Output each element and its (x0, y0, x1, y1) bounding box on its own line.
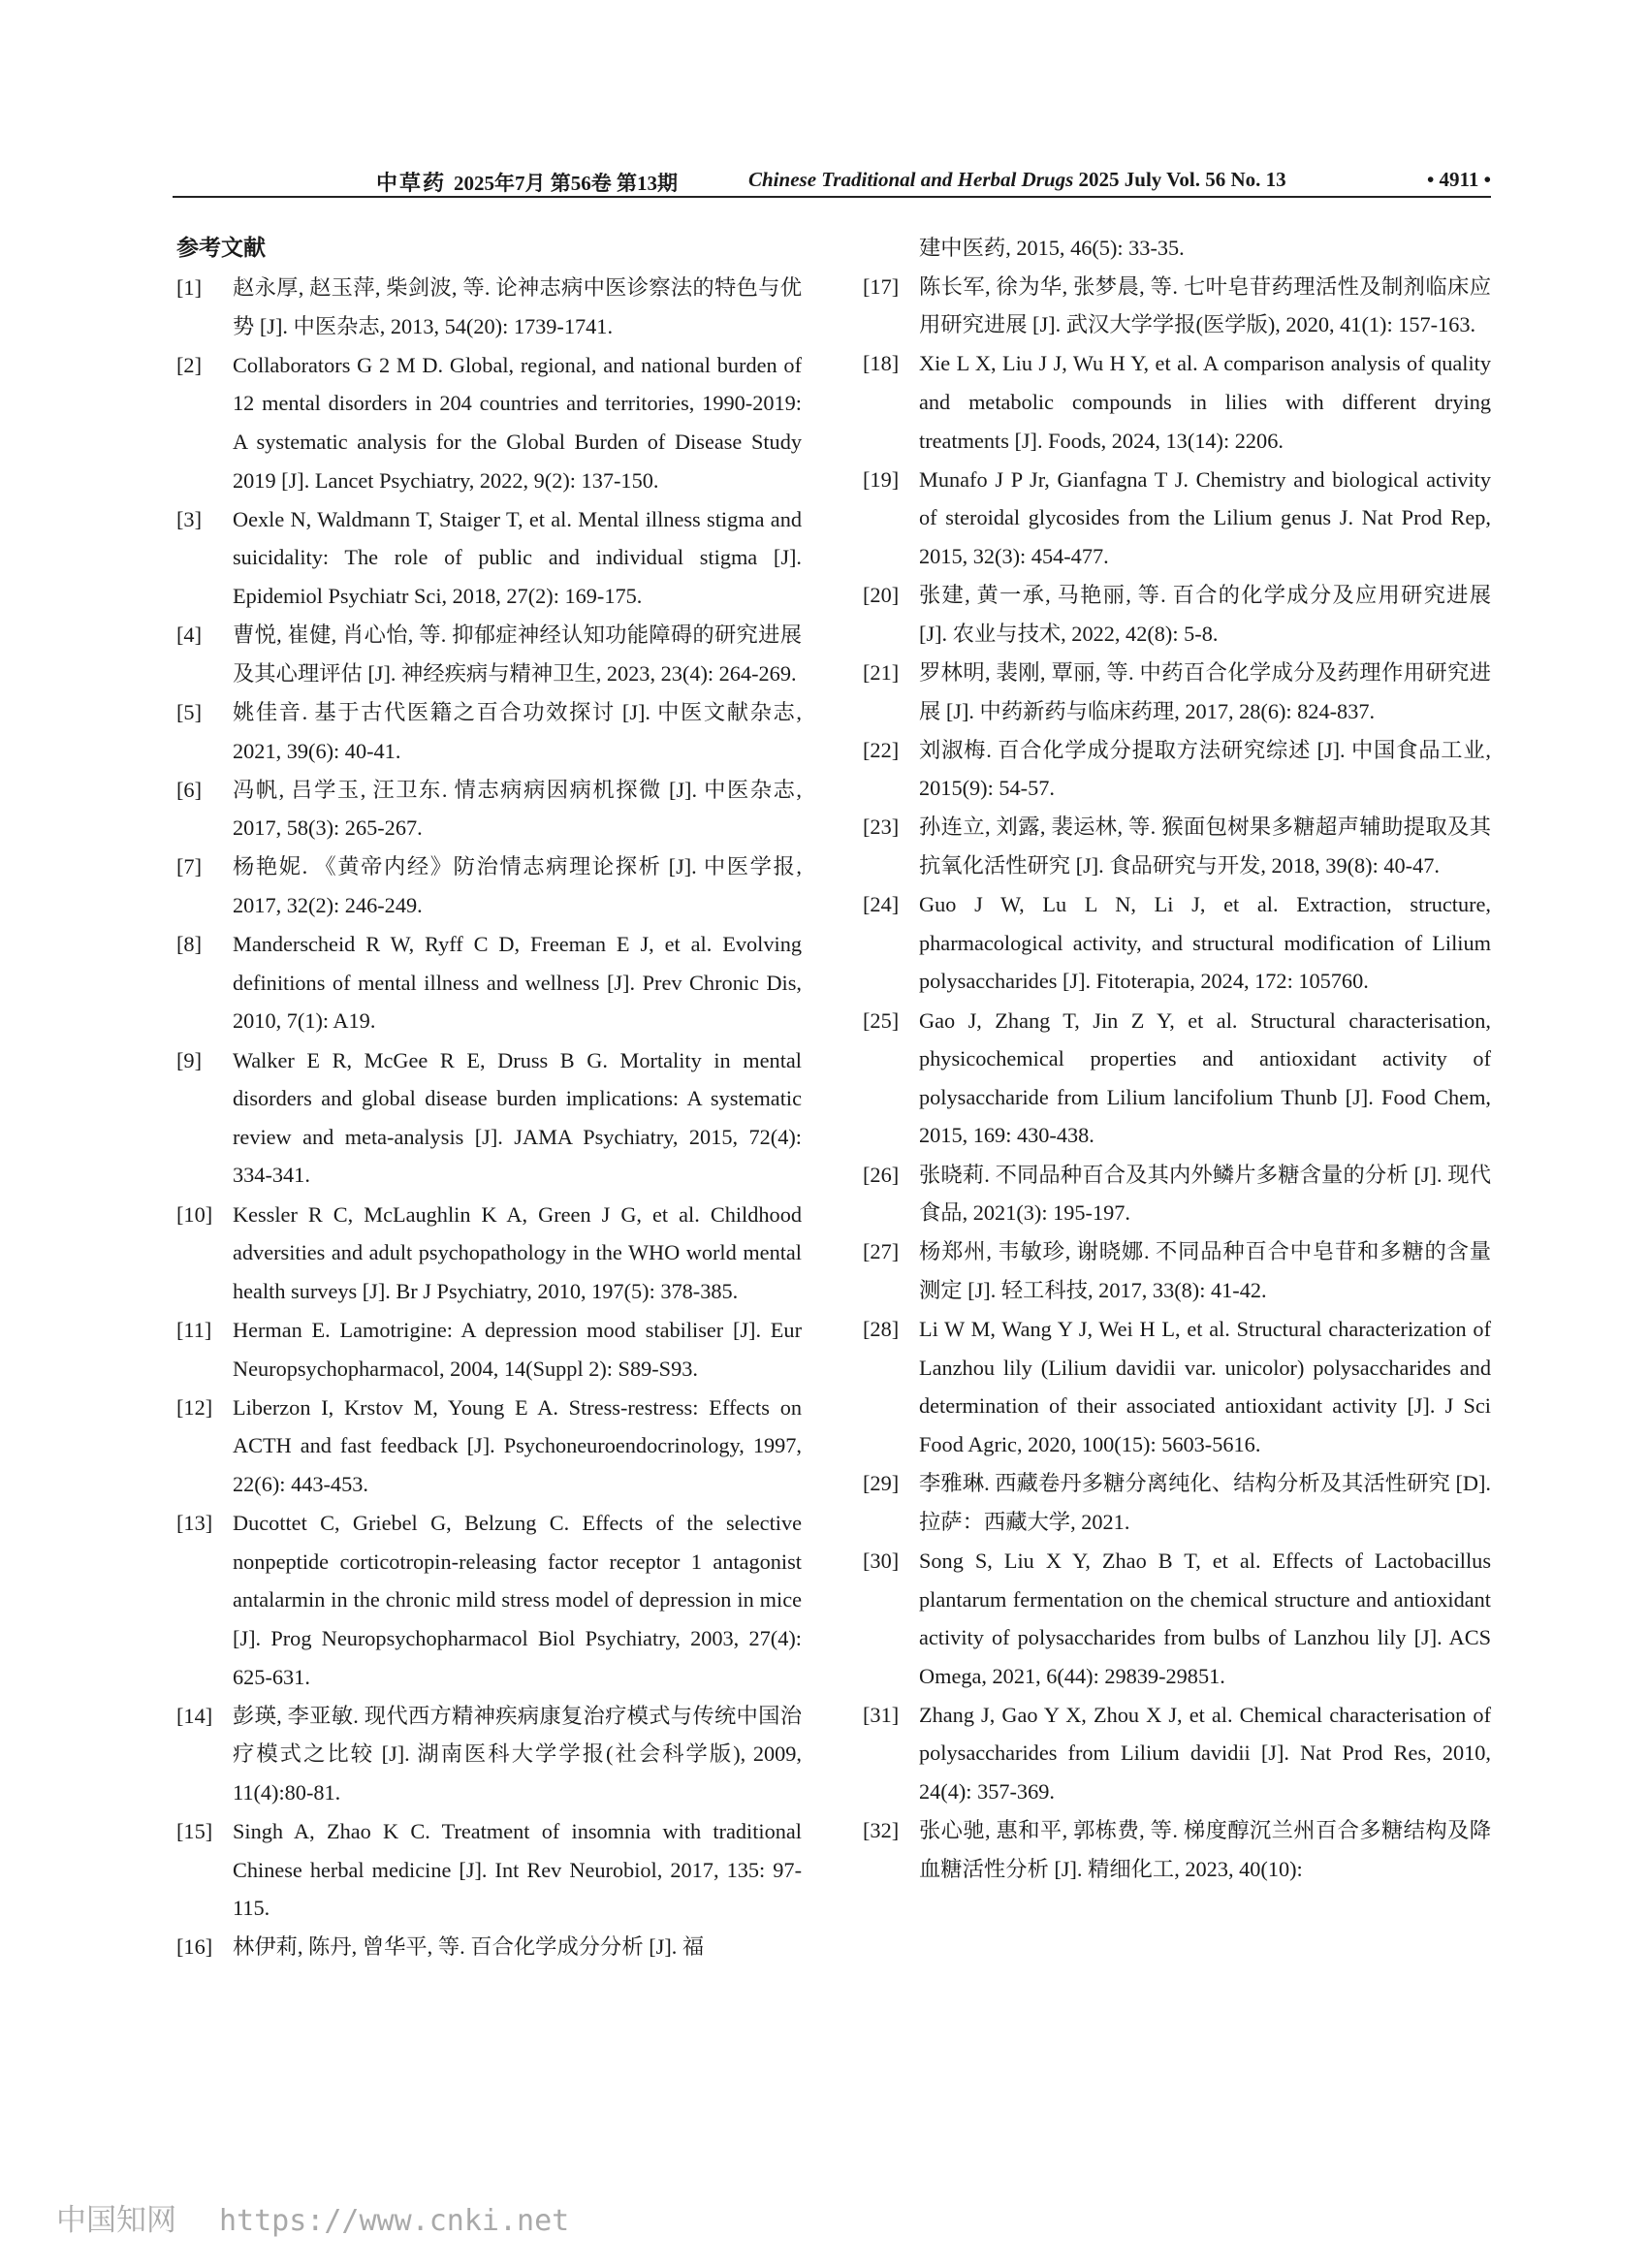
reference-text: 刘淑梅. 百合化学成分提取方法研究综述 [J]. 中国食品工业, 2015(9): 54-57. (919, 737, 1491, 801)
reference-text: 杨艳妮. 《黄帝内经》防治情志病理论探析 [J]. 中医学报, 2017, 32(2): 246-249. (233, 854, 802, 918)
reference-text: Song S, Liu X Y, Zhao B T, et al. Effects of Lactobacillus plantarum fermentation on the chemical structure and antioxidant activity of polysaccharides from bulbs of Lanzhou lily [J]. ACS Omega, 2021, 6(44): 29839-29851. (919, 1548, 1491, 1688)
reference-item (176, 1504, 802, 1696)
reference-number: [11] (176, 1317, 212, 1342)
reference-item (863, 1002, 1491, 1155)
reference-text: 彭瑛, 李亚敏. 现代西方精神疾病康复治疗模式与传统中国治疗模式之比较 [J]. 湖南医科大学学报(社会科学版), 2009, 11(4):80-81. (233, 1703, 802, 1805)
reference-text: 李雅琳. 西藏卷丹多糖分离纯化、结构分析及其活性研究 [D]. 拉萨：西藏大学, 2021. (919, 1471, 1491, 1534)
header-rule (173, 196, 1491, 198)
reference-item (176, 847, 802, 924)
reference-number: [27] (863, 1239, 900, 1264)
reference-number: [28] (863, 1317, 900, 1342)
reference-number: [24] (863, 892, 900, 917)
running-header (173, 165, 1491, 194)
reference-item (176, 1812, 802, 1928)
reference-item (176, 1928, 802, 1966)
reference-item (863, 461, 1491, 576)
reference-item (863, 268, 1491, 344)
reference-number: [20] (863, 583, 900, 608)
reference-item (863, 1232, 1491, 1309)
reference-text: Xie L X, Liu J J, Wu H Y, et al. A comparison analysis of quality and metabolic compounds in lilies with different drying treatments [J]. Foods, 2024, 13(14): 2206. (919, 351, 1491, 453)
reference-item (863, 808, 1491, 884)
reference-text: Singh A, Zhao K C. Treatment of insomnia with traditional Chinese herbal medicine [J]. Int Rev Neurobiol, 2017, 135: 97-115. (233, 1819, 802, 1921)
reference-text: Li W M, Wang Y J, Wei H L, et al. Structural characterization of Lanzhou lily (Lilium davidii var. unicolor) polysaccharides and determination of their associated antioxidant activity [J]. J Sci Food Agric, 2020, 100(15): 5603-5616. (919, 1317, 1491, 1456)
reference-text: Munafo J P Jr, Gianfagna T J. Chemistry and biological activity of steroidal glycosides from the Lilium genus J. Nat Prod Rep, 2015, 32(3): 454-477. (919, 466, 1491, 568)
reference-item (863, 1156, 1491, 1232)
reference-number: [3] (176, 506, 202, 531)
page-number: • 4911 • (1426, 168, 1491, 191)
reference-number: [19] (863, 466, 900, 492)
reference-text: 陈长军, 徐为华, 张梦晨, 等. 七叶皂苷药理活性及制剂临床应用研究进展 [J]. 武汉大学学报(医学版), 2020, 41(1): 157-163. (919, 273, 1491, 337)
reference-text: Walker E R, McGee R E, Druss B G. Mortality in mental disorders and global disease burden implications: A systematic review and meta-analysis [J]. JAMA Psychiatry, 2015, 72(4): 334-341. (233, 1047, 802, 1188)
reference-number: [6] (176, 777, 202, 802)
reference-number: [21] (863, 659, 900, 685)
reference-item (176, 1041, 802, 1195)
reference-number: [25] (863, 1007, 900, 1033)
reference-text: Ducottet C, Griebel G, Belzung C. Effects of the selective nonpeptide corticotropin-releasing factor receptor 1 antagonist antalarmin in the chronic mild stress model of depression in mice [J]. Prog Neuropsychopharmacol Biol Psychiatry, 2003, 27(4): 625-631. (233, 1511, 802, 1689)
reference-number: [7] (176, 854, 202, 879)
reference-text: Herman E. Lamotrigine: A depression mood stabiliser [J]. Eur Neuropsychopharmacol, 2004, 14(Suppl 2): S89-S93. (233, 1317, 802, 1381)
reference-item (863, 1310, 1491, 1463)
reference-text: 赵永厚, 赵玉萍, 柴剑波, 等. 论神志病中医诊察法的特色与优势 [J]. 中医杂志, 2013, 54(20): 1739-1741. (233, 275, 802, 338)
reference-item (863, 576, 1491, 653)
reference-number: [2] (176, 352, 202, 377)
reference-number: [9] (176, 1047, 202, 1072)
watermark-url: https://www.cnki.net (219, 2204, 570, 2238)
reference-number: [10] (176, 1201, 213, 1227)
issue-info-cn: 2025年7月 第56卷 第13期 (454, 172, 678, 195)
reference-item (176, 771, 802, 847)
reference-number: [15] (176, 1819, 213, 1844)
reference-item (863, 1811, 1491, 1888)
reference-number: [31] (863, 1702, 900, 1727)
reference-text: Liberzon I, Krstov M, Young E A. Stress-restress: Effects on ACTH and fast feedback [J]. Psychoneuroendocrinology, 1997, 22(6): 443-453. (233, 1394, 802, 1496)
reference-item (863, 885, 1491, 1001)
reference-item (176, 346, 802, 499)
journal-name-cn: 中草药 (376, 171, 447, 195)
reference-item (176, 500, 802, 616)
reference-text: 杨郑州, 韦敏珍, 谢晓娜. 不同品种百合中皂苷和多糖的含量测定 [J]. 轻工科技, 2017, 33(8): 41-42. (919, 1239, 1491, 1302)
reference-continuation: 建中医药, 2015, 46(5): 33-35. (919, 236, 1185, 260)
reference-text: 林伊莉, 陈丹, 曾华平, 等. 百合化学成分分析 [J]. 福 (233, 1934, 705, 1960)
reference-item (176, 1311, 802, 1388)
reference-text: 罗林明, 裴刚, 覃丽, 等. 中药百合化学成分及药理作用研究进展 [J]. 中药新药与临床药理, 2017, 28(6): 824-837. (919, 659, 1491, 723)
reference-number: [8] (176, 932, 202, 957)
reference-number: [26] (863, 1162, 900, 1187)
reference-number: [4] (176, 623, 202, 648)
reference-text: Gao J, Zhang T, Jin Z Y, et al. Structural characterisation, physicochemical properties and antioxidant activity of polysaccharide from Lilium lancifolium Thunb [J]. Food Chem, 2015, 169: 430-438. (919, 1007, 1491, 1148)
reference-text: 张心驰, 惠和平, 郭栋费, 等. 梯度醇沉兰州百合多糖结构及降血糖活性分析 [J]. 精细化工, 2023, 40(10): (919, 1818, 1491, 1881)
reference-item (863, 1542, 1491, 1695)
reference-number: [14] (176, 1703, 213, 1728)
reference-number: [17] (863, 273, 900, 299)
reference-number: [30] (863, 1548, 900, 1573)
reference-number: [13] (176, 1511, 213, 1536)
reference-text: 张晓莉. 不同品种百合及其内外鳞片多糖含量的分析 [J]. 现代食品, 2021(3): 195-197. (919, 1162, 1491, 1226)
reference-text: Guo J W, Lu L N, Li J, et al. Extraction, structure, pharmacological activity, and structural modification of Lilium polysaccharides [J]. Fitoterapia, 2024, 172: 105760. (919, 892, 1491, 994)
reference-item (863, 731, 1491, 808)
reference-text: 冯帆, 吕学玉, 汪卫东. 情志病病因病机探微 [J]. 中医杂志, 2017, 58(3): 265-267. (233, 777, 802, 841)
watermark-site-name: 中国知网 (56, 2203, 176, 2238)
reference-text: Kessler R C, McLaughlin K A, Green J G, et al. Childhood adversities and adult psychopathology in the WHO world mental health surveys [J]. Br J Psychiatry, 2010, 197(5): 378-385. (233, 1201, 802, 1303)
left-column (176, 229, 802, 1967)
reference-number: [1] (176, 275, 202, 300)
reference-number: [12] (176, 1394, 213, 1420)
reference-number: [16] (176, 1934, 213, 1960)
reference-item (176, 1389, 802, 1504)
reference-item (863, 654, 1491, 730)
reference-list-left (176, 269, 802, 1966)
reference-item (176, 1697, 802, 1812)
reference-text: 姚佳音. 基于古代医籍之百合功效探讨 [J]. 中医文献杂志, 2021, 39(6): 40-41. (233, 699, 802, 763)
reference-item (176, 269, 802, 345)
issue-info-en: 2025 July Vol. 56 No. 13 (1078, 168, 1286, 191)
reference-item (176, 1196, 802, 1311)
reference-item (176, 616, 802, 692)
reference-text: 曹悦, 崔健, 肖心怡, 等. 抑郁症神经认知功能障碍的研究进展及其心理评估 [J]. 神经疾病与精神卫生, 2023, 23(4): 264-269. (233, 623, 802, 686)
reference-text: 张建, 黄一承, 马艳丽, 等. 百合的化学成分及应用研究进展 [J]. 农业与技术, 2022, 42(8): 5-8. (919, 583, 1491, 646)
reference-item (863, 1464, 1491, 1541)
reference-number: [22] (863, 737, 900, 762)
right-column (863, 229, 1491, 1889)
reference-text: Zhang J, Gao Y X, Zhou X J, et al. Chemical characterisation of polysaccharides from Lilium davidii [J]. Nat Prod Res, 2010, 24(4): 357-369. (919, 1702, 1491, 1805)
reference-text: Collaborators G 2 M D. Global, regional, and national burden of 12 mental disorders in 204 countries and territories, 1990-2019: A systematic analysis for the Global Burden of Disease Study 2019 [J]. Lancet Psychiatry, 2022, 9(2): 137-150. (233, 352, 802, 493)
reference-item (863, 344, 1491, 460)
reference-number: [32] (863, 1818, 900, 1843)
reference-text: Oexle N, Waldmann T, Staiger T, et al. Mental illness stigma and suicidality: The role of public and individual stigma [J]. Epidemiol Psychiatr Sci, 2018, 27(2): 169-175. (233, 506, 802, 608)
section-title: 参考文献 (176, 236, 266, 260)
reference-number: [29] (863, 1471, 900, 1496)
reference-text: 孙连立, 刘露, 裴运林, 等. 猴面包树果多糖超声辅助提取及其抗氧化活性研究 [J]. 食品研究与开发, 2018, 39(8): 40-47. (919, 815, 1491, 878)
journal-name-en (748, 168, 1286, 192)
cnki-watermark (56, 2195, 569, 2239)
reference-list-right (863, 268, 1491, 1889)
reference-number: [18] (863, 351, 900, 376)
journal-title-en: Chinese Traditional and Herbal Drugs (748, 168, 1074, 191)
reference-number: [5] (176, 699, 202, 724)
reference-item (863, 1696, 1491, 1811)
reference-number: [23] (863, 815, 900, 840)
reference-text: Manderscheid R W, Ryff C D, Freeman E J, et al. Evolving definitions of mental illness and wellness [J]. Prev Chronic Dis, 2010, 7(1): A19. (233, 932, 802, 1034)
reference-item (176, 693, 802, 770)
reference-item (176, 925, 802, 1040)
